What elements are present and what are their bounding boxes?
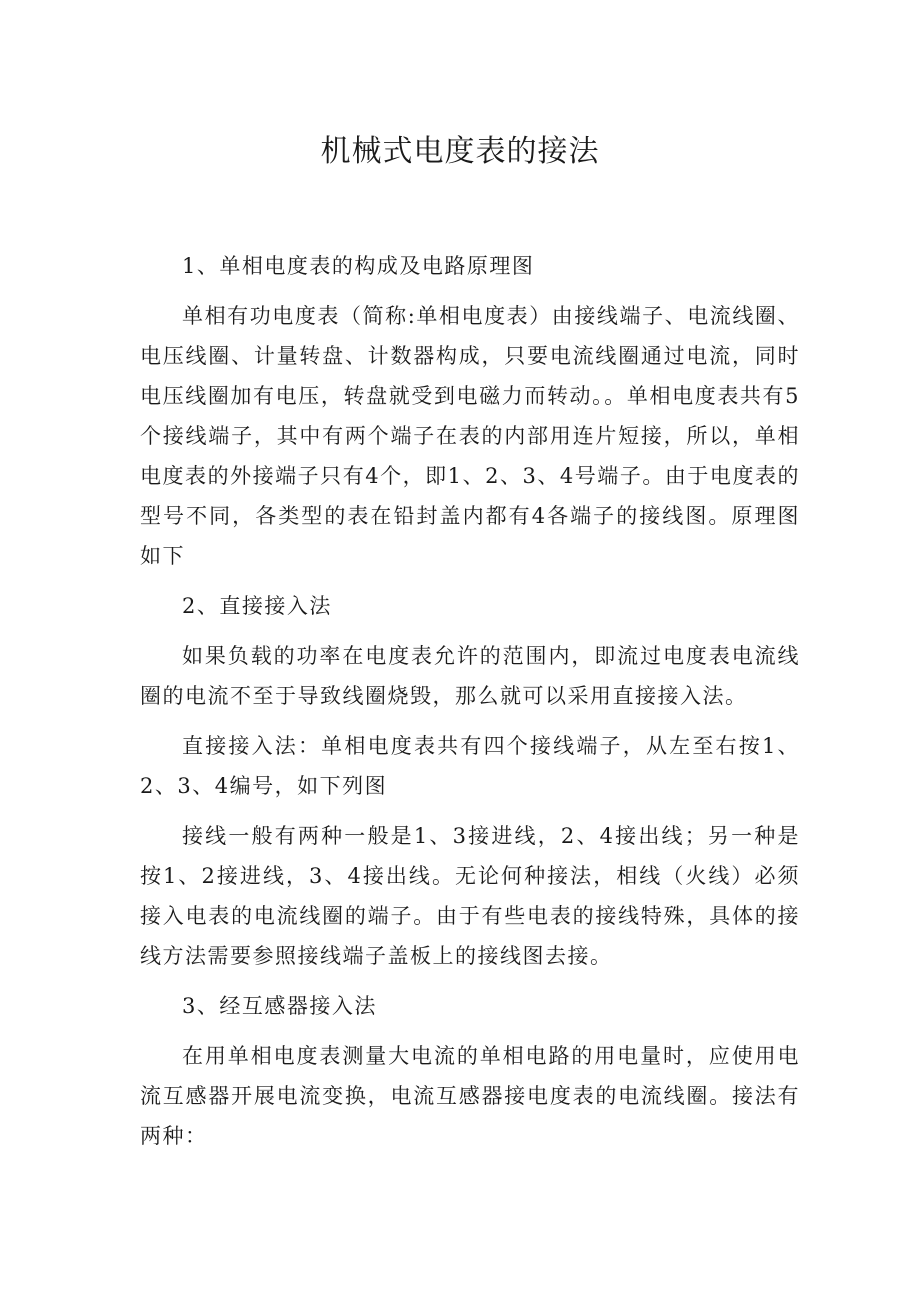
section-heading-single-phase: 1、单相电度表的构成及电路原理图 [182,254,535,278]
section-heading-transformer-connection: 3、经互感器接入法 [182,994,377,1018]
document-body [140,246,800,1166]
paragraph-transformer-method: 在用单相电度表测量大电流的单相电路的用电量时，应使用电流互感器开展电流变换，电流互感器接电度表的电流线圈。接法有两种： [140,1044,800,1148]
paragraph-meter-composition: 单相有功电度表（简称:单相电度表）由接线端子、电流线圈、电压线圈、计量转盘、计数器构成，只要电流线圈通过电流，同时电压线圈加有电压，转盘就受到电磁力而转动。。单相电度表共有5个接线端子，其中有两个端子在表的内部用连片短接，所以，单相电度表的外接端子只有4个，即1、2、3、4号端子。由于电度表的型号不同，各类型的表在铅封盖内都有4各端子的接线图。原理图如下 [140,304,800,568]
paragraph-direct-terminals: 直接接入法：单相电度表共有四个接线端子，从左至右按1、2、3、4编号，如下列图 [140,734,800,798]
paragraph-direct-condition: 如果负载的功率在电度表允许的范围内，即流过电度表电流线圈的电流不至于导致线圈烧毁，那么就可以采用直接接入法。 [140,644,800,708]
paragraph-wiring-methods: 接线一般有两种一般是1、3接进线，2、4接出线；另一种是按1、2接进线，3、4接出线。无论何种接法，相线（火线）必须接入电表的电流线圈的端子。由于有些电表的接线特殊，具体的接线方法需要参照接线端子盖板上的接线图去接。 [140,824,800,968]
document-title: 机械式电度表的接法 [320,134,600,169]
section-heading-direct-connection: 2、直接接入法 [182,594,332,618]
